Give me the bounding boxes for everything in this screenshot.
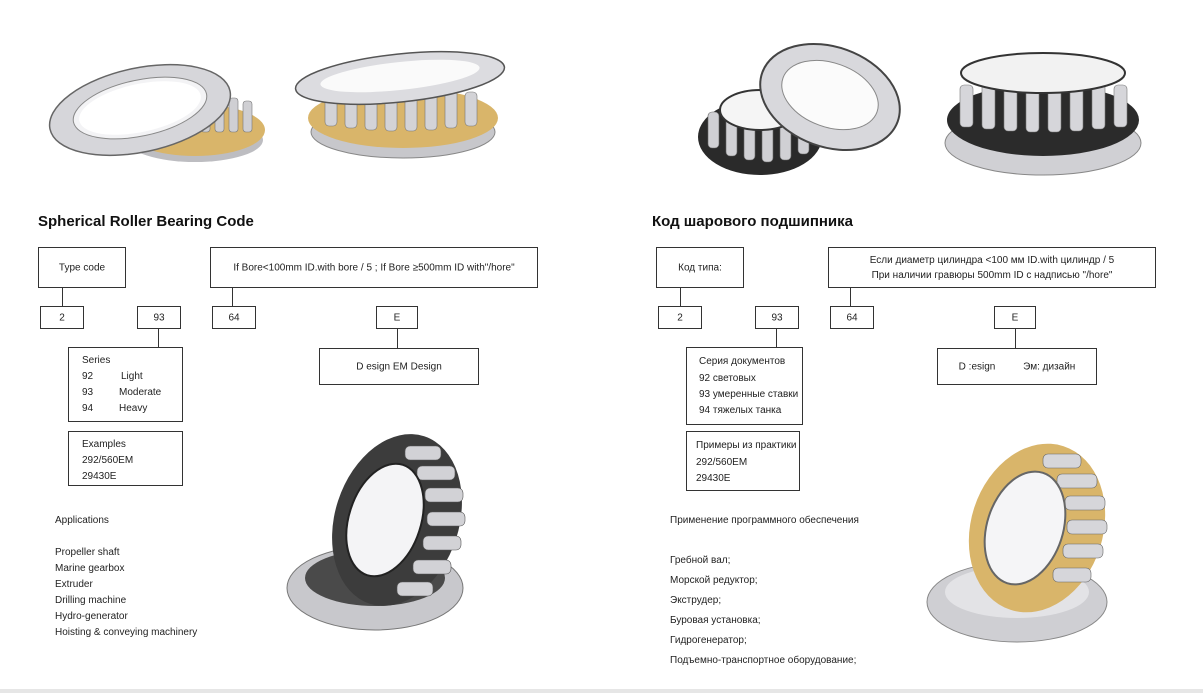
code-2-label: 2	[59, 312, 65, 323]
examples-header: Примеры из практики	[696, 440, 797, 451]
series-header: Series	[82, 355, 111, 366]
type-code-label: Type code	[58, 262, 106, 273]
bearing-photo-right-center-icon	[925, 440, 1115, 645]
examples-box-ru	[686, 431, 800, 491]
code-box-64-ru	[830, 306, 874, 329]
bore-note-box	[210, 247, 538, 288]
application-item: Hydro-generator	[55, 611, 128, 622]
code-93-label: 93	[153, 312, 165, 323]
application-item: Drilling machine	[55, 595, 127, 606]
code-e-label: E	[1011, 312, 1019, 323]
series-name: Light	[121, 371, 143, 382]
bearing-photo-left-center-icon	[285, 428, 480, 638]
page-bottom-divider	[0, 689, 1203, 693]
code-2-label: 2	[677, 312, 683, 323]
series-code: 92	[82, 371, 94, 382]
design-label: D esign EM Design	[356, 361, 442, 372]
example-item: 29430E	[696, 473, 731, 484]
series-box-ru	[686, 347, 803, 425]
type-code-box-ru	[656, 247, 744, 288]
series-code: 94	[82, 403, 94, 414]
bearing-photo-right-1-icon	[690, 32, 910, 182]
example-item: 292/560EM	[82, 455, 134, 466]
example-item: 29430E	[82, 471, 117, 482]
code-64-label: 64	[228, 312, 240, 323]
series-header: Серия документов	[699, 356, 786, 367]
series-row: 93 умеренные ставки	[699, 389, 799, 400]
code-box-64	[212, 306, 256, 329]
code-64-label: 64	[846, 312, 858, 323]
series-code: 93	[82, 387, 94, 398]
code-box-2	[40, 306, 84, 329]
code-box-93	[137, 306, 181, 329]
bore-note-box-ru	[828, 247, 1156, 288]
code-box-93-ru	[755, 306, 799, 329]
type-code-label-ru: Код типа:	[678, 262, 722, 273]
example-item: 292/560EM	[696, 457, 748, 468]
series-name: Moderate	[119, 387, 162, 398]
series-name: Heavy	[119, 403, 148, 414]
bearing-photo-left-1-icon	[45, 30, 275, 170]
code-box-e-ru	[994, 306, 1036, 329]
bore-note-label: If Bore<100mm ID.with bore / 5 ; If Bore ≥500mm ID with"/hore"	[233, 262, 515, 273]
application-item: Гребной вал;	[670, 555, 731, 566]
bore-note-line-ru: При наличии гравюры 500mm ID с надписью "/hore"	[871, 270, 1113, 281]
series-row: 94 тяжелых танка	[699, 405, 782, 416]
type-code-box	[38, 247, 126, 288]
code-93-label: 93	[771, 312, 783, 323]
examples-header: Examples	[82, 439, 126, 450]
application-item: Гидрогенератор;	[670, 635, 747, 646]
bearing-photo-left-2-icon	[285, 40, 515, 165]
application-item: Экструдер;	[670, 595, 722, 606]
applications-header: Applications	[55, 515, 109, 526]
application-item: Extruder	[55, 579, 93, 590]
page-title-right: Код шарового подшипника	[652, 213, 854, 230]
application-item: Propeller shaft	[55, 547, 120, 558]
application-item: Marine gearbox	[55, 563, 125, 574]
examples-box	[68, 431, 183, 486]
application-item: Морской редуктор;	[670, 575, 758, 586]
series-box	[68, 347, 183, 422]
code-box-2-ru	[658, 306, 702, 329]
application-item: Hoisting & conveying machinery	[55, 627, 198, 638]
design-box	[319, 348, 479, 385]
bearing-photo-right-2-icon	[940, 25, 1150, 180]
application-item: Подъемно-транспортное оборудование;	[670, 655, 857, 666]
bore-note-line-ru: Если диаметр цилиндра <100 мм ID.with цилиндр / 5	[869, 255, 1115, 266]
application-item: Буровая установка;	[670, 615, 761, 626]
applications-header: Применение программного обеспечения	[670, 515, 859, 526]
design-label-ru: D :esign Эм: дизайн	[958, 361, 1076, 372]
code-box-e	[376, 306, 418, 329]
page-title-left: Spherical Roller Bearing Code	[38, 213, 254, 230]
design-box-ru	[937, 348, 1097, 385]
series-row: 92 световых	[699, 373, 756, 384]
code-e-label: E	[393, 312, 401, 323]
